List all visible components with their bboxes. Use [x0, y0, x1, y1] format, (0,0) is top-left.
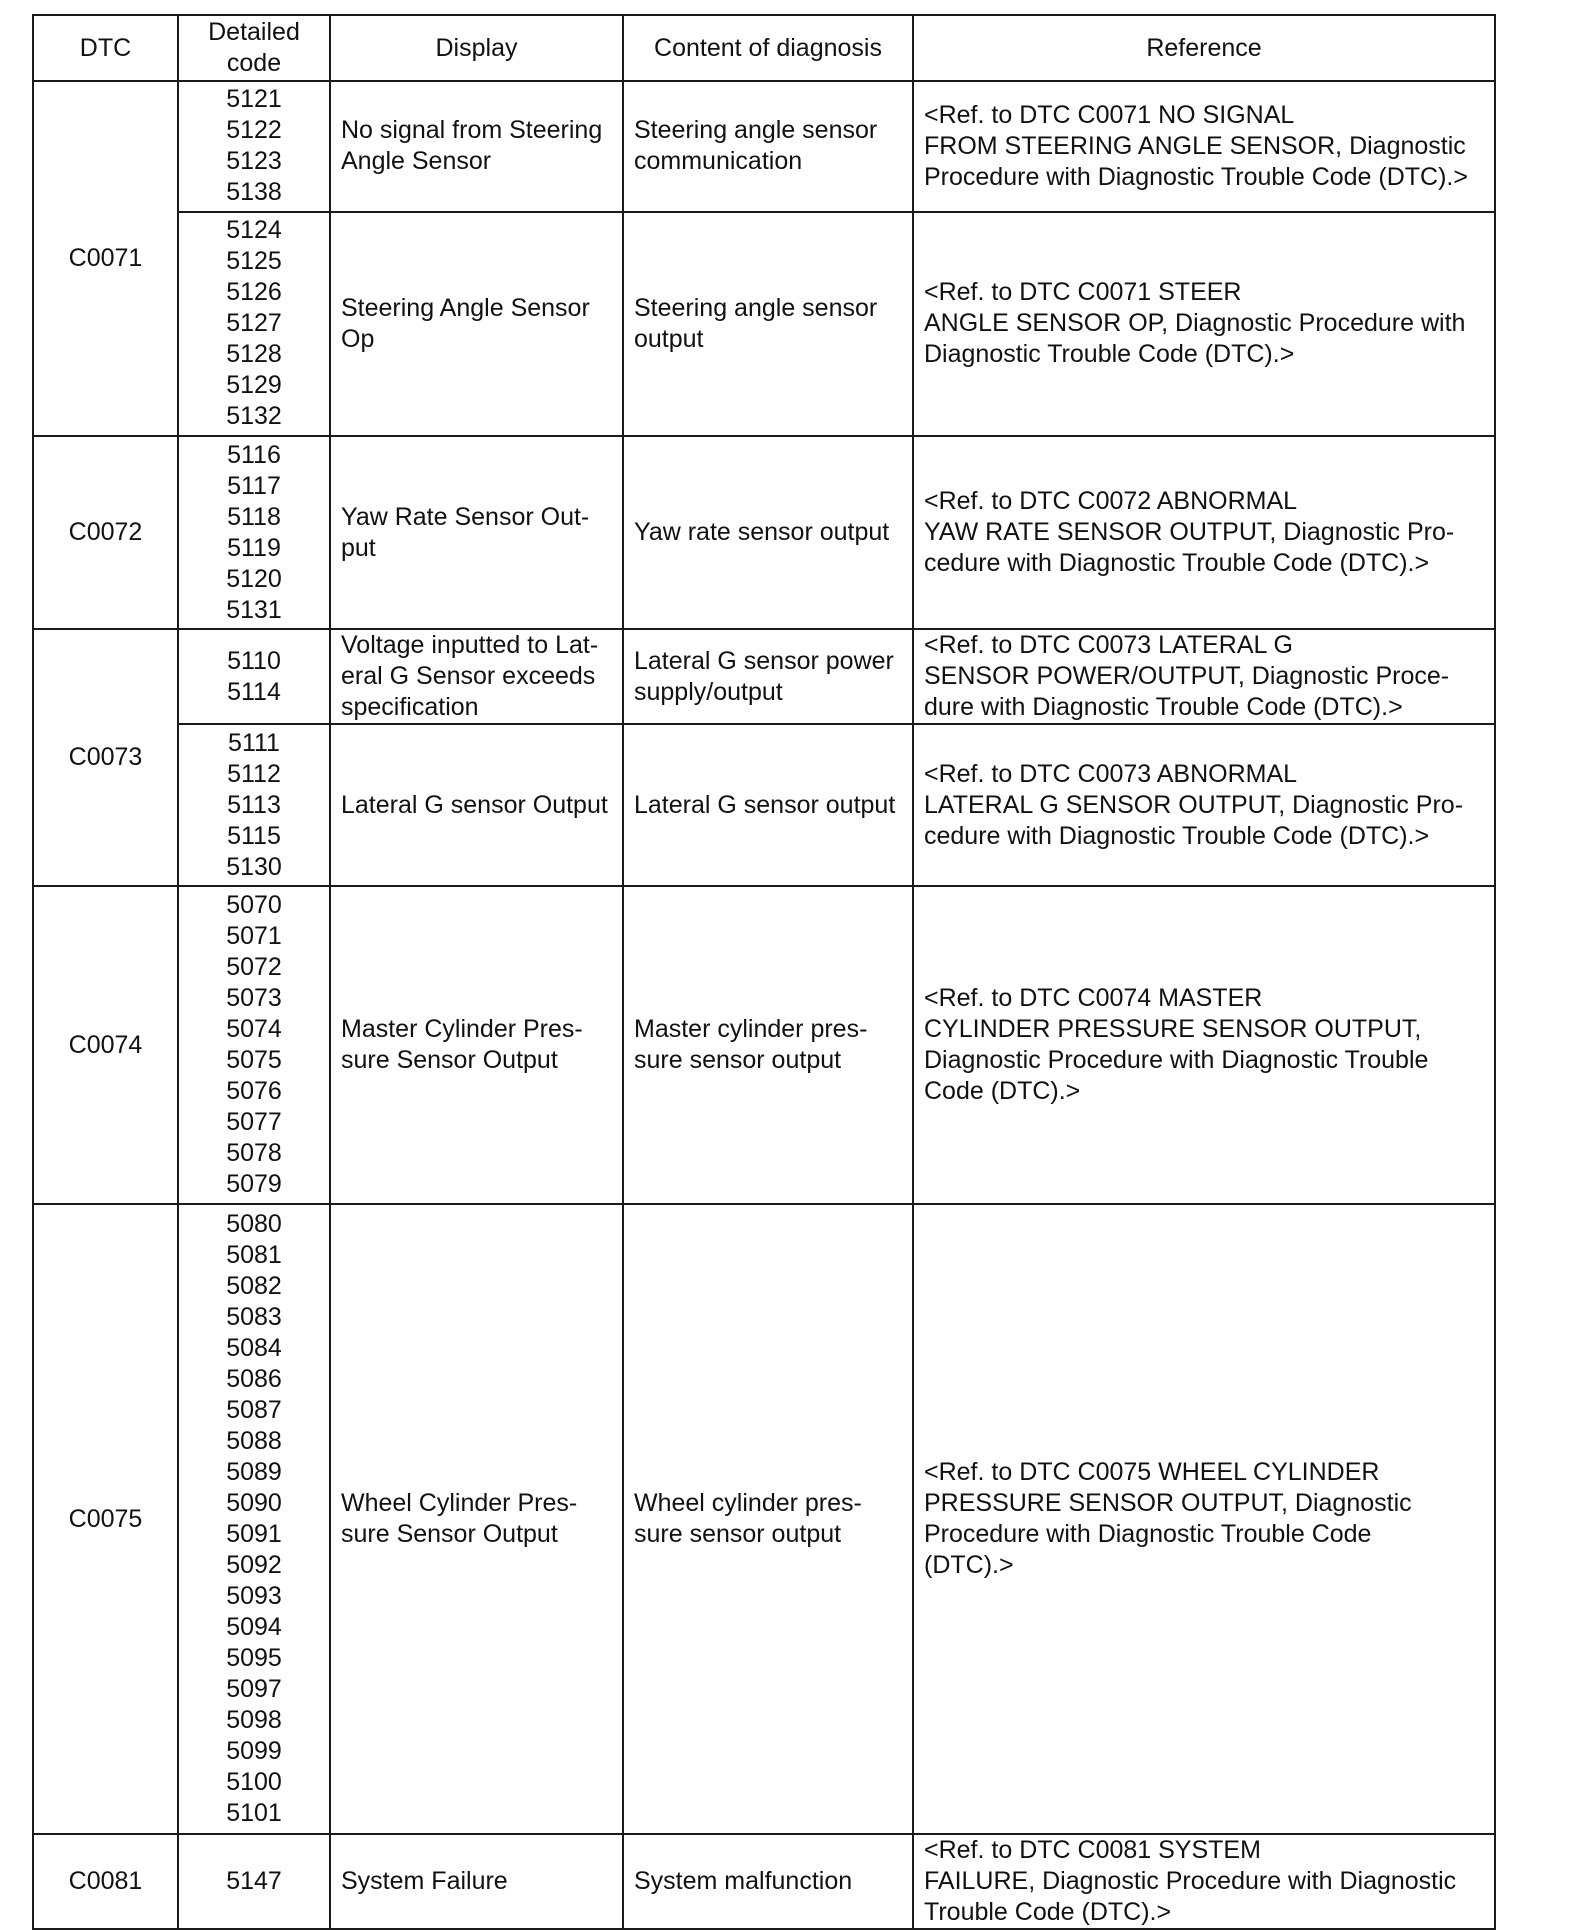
table-row — [33, 1834, 1495, 1929]
detailed-code: 5098 — [226, 1706, 282, 1735]
dtc-code: C0081 — [33, 1834, 178, 1929]
reference-text: <Ref. to DTC C0073 LATERAL G SENSOR POWER/OUTPUT, Diagnostic Proce- dure with Diagnostic Trouble Code (DTC).> — [913, 629, 1495, 724]
detailed-code: 5138 — [226, 178, 282, 207]
detailed-code: 5081 — [226, 1241, 282, 1270]
dtc-table — [32, 14, 1496, 1930]
display-text: No signal from Steering Angle Sensor — [330, 81, 623, 212]
detailed-code: 5077 — [226, 1108, 282, 1137]
detailed-code: 5131 — [226, 595, 282, 624]
display-text: Yaw Rate Sensor Out- put — [330, 436, 623, 629]
detailed-codes — [178, 212, 330, 436]
table-row — [33, 629, 1495, 724]
detailed-code: 5076 — [226, 1077, 282, 1106]
table-row — [33, 886, 1495, 1204]
header-content-of-diagnosis: Content of diagnosis — [623, 15, 913, 81]
detailed-code: 5073 — [226, 984, 282, 1013]
detailed-code: 5087 — [226, 1396, 282, 1425]
detailed-code: 5126 — [226, 278, 282, 307]
display-text: Wheel Cylinder Pres- sure Sensor Output — [330, 1204, 623, 1834]
detailed-code: 5111 — [228, 728, 280, 757]
detailed-code: 5070 — [226, 891, 282, 920]
detailed-code: 5112 — [227, 759, 281, 788]
header-display: Display — [330, 15, 623, 81]
detailed-codes — [178, 1834, 330, 1929]
content-of-diagnosis: Lateral G sensor output — [623, 724, 913, 886]
detailed-code: 5116 — [227, 440, 281, 469]
detailed-code: 5125 — [226, 247, 282, 276]
header-detailed-code: Detailed code — [178, 15, 330, 81]
detailed-code: 5082 — [226, 1272, 282, 1301]
detailed-code: 5078 — [226, 1139, 282, 1168]
table-row — [33, 436, 1495, 629]
display-text: Master Cylinder Pres- sure Sensor Output — [330, 886, 623, 1204]
detailed-code: 5127 — [226, 309, 282, 338]
detailed-code: 5099 — [226, 1737, 282, 1766]
content-of-diagnosis: Master cylinder pres- sure sensor output — [623, 886, 913, 1204]
display-text: System Failure — [330, 1834, 623, 1929]
detailed-code: 5083 — [226, 1303, 282, 1332]
detailed-code: 5075 — [226, 1046, 282, 1075]
detailed-code: 5118 — [227, 502, 281, 531]
content-of-diagnosis: Lateral G sensor power supply/output — [623, 629, 913, 724]
detailed-code: 5089 — [226, 1458, 282, 1487]
content-of-diagnosis: Wheel cylinder pres- sure sensor output — [623, 1204, 913, 1834]
content-of-diagnosis: Steering angle sensor output — [623, 212, 913, 436]
dtc-code: C0073 — [33, 629, 178, 886]
reference-text: <Ref. to DTC C0075 WHEEL CYLINDER PRESSURE SENSOR OUTPUT, Diagnostic Procedure with Diagnostic Trouble Code (DTC).> — [913, 1204, 1495, 1834]
dtc-code: C0075 — [33, 1204, 178, 1834]
detailed-code: 5079 — [226, 1170, 282, 1199]
header-row — [33, 15, 1495, 81]
detailed-codes — [178, 886, 330, 1204]
detailed-code: 5074 — [226, 1015, 282, 1044]
dtc-code: C0074 — [33, 886, 178, 1204]
detailed-codes — [178, 81, 330, 212]
detailed-code: 5097 — [226, 1675, 282, 1704]
detailed-code: 5120 — [226, 564, 282, 593]
header-reference: Reference — [913, 15, 1495, 81]
detailed-code: 5117 — [227, 471, 281, 500]
table-row — [33, 1204, 1495, 1834]
detailed-code: 5124 — [226, 216, 282, 245]
detailed-code: 5084 — [226, 1334, 282, 1363]
detailed-codes — [178, 436, 330, 629]
detailed-code: 5119 — [227, 533, 281, 562]
detailed-code: 5115 — [227, 821, 281, 850]
reference-text: <Ref. to DTC C0071 STEER ANGLE SENSOR OP, Diagnostic Procedure with Diagnostic Trouble Code (DTC).> — [913, 212, 1495, 436]
table-header — [33, 15, 1495, 81]
table-row — [33, 81, 1495, 212]
detailed-codes — [178, 1204, 330, 1834]
detailed-code: 5123 — [226, 147, 282, 176]
detailed-code: 5090 — [226, 1489, 282, 1518]
header-dtc: DTC — [33, 15, 178, 81]
detailed-code: 5130 — [226, 852, 282, 881]
detailed-code: 5121 — [226, 85, 282, 114]
detailed-code: 5110 — [227, 646, 281, 675]
detailed-code: 5114 — [227, 677, 281, 706]
content-of-diagnosis: Yaw rate sensor output — [623, 436, 913, 629]
reference-text: <Ref. to DTC C0072 ABNORMAL YAW RATE SENSOR OUTPUT, Diagnostic Pro- cedure with Diagnostic Trouble Code (DTC).> — [913, 436, 1495, 629]
display-text: Lateral G sensor Output — [330, 724, 623, 886]
detailed-code: 5128 — [226, 340, 282, 369]
detailed-code: 5091 — [226, 1520, 282, 1549]
reference-text: <Ref. to DTC C0073 ABNORMAL LATERAL G SENSOR OUTPUT, Diagnostic Pro- cedure with Diagnostic Trouble Code (DTC).> — [913, 724, 1495, 886]
dtc-table-container — [32, 14, 1496, 1930]
detailed-code: 5122 — [226, 116, 282, 145]
detailed-codes — [178, 724, 330, 886]
display-text: Steering Angle Sensor Op — [330, 212, 623, 436]
detailed-codes — [178, 629, 330, 724]
detailed-code: 5092 — [226, 1551, 282, 1580]
dtc-code: C0071 — [33, 81, 178, 436]
table-body — [33, 81, 1495, 1929]
display-text: Voltage inputted to Lat- eral G Sensor exceeds specification — [330, 629, 623, 724]
reference-text: <Ref. to DTC C0074 MASTER CYLINDER PRESSURE SENSOR OUTPUT, Diagnostic Procedure with Diagnostic Trouble Code (DTC).> — [913, 886, 1495, 1204]
content-of-diagnosis: System malfunction — [623, 1834, 913, 1929]
detailed-code: 5132 — [226, 402, 282, 431]
detailed-code: 5093 — [226, 1582, 282, 1611]
detailed-code: 5147 — [226, 1867, 282, 1896]
detailed-code: 5095 — [226, 1644, 282, 1673]
detailed-code: 5129 — [226, 371, 282, 400]
content-of-diagnosis: Steering angle sensor communication — [623, 81, 913, 212]
detailed-code: 5072 — [226, 953, 282, 982]
table-row — [33, 212, 1495, 436]
detailed-code: 5071 — [226, 922, 282, 951]
dtc-code: C0072 — [33, 436, 178, 629]
detailed-code: 5094 — [226, 1613, 282, 1642]
detailed-code: 5101 — [226, 1799, 282, 1828]
detailed-code: 5088 — [226, 1427, 282, 1456]
reference-text: <Ref. to DTC C0071 NO SIGNAL FROM STEERING ANGLE SENSOR, Diagnostic Procedure with Diagnostic Trouble Code (DTC).> — [913, 81, 1495, 212]
table-row — [33, 724, 1495, 886]
detailed-code: 5113 — [227, 790, 281, 819]
detailed-code: 5100 — [226, 1768, 282, 1797]
reference-text: <Ref. to DTC C0081 SYSTEM FAILURE, Diagnostic Procedure with Diagnostic Trouble Code (DTC).> — [913, 1834, 1495, 1929]
detailed-code: 5086 — [226, 1365, 282, 1394]
detailed-code: 5080 — [226, 1210, 282, 1239]
